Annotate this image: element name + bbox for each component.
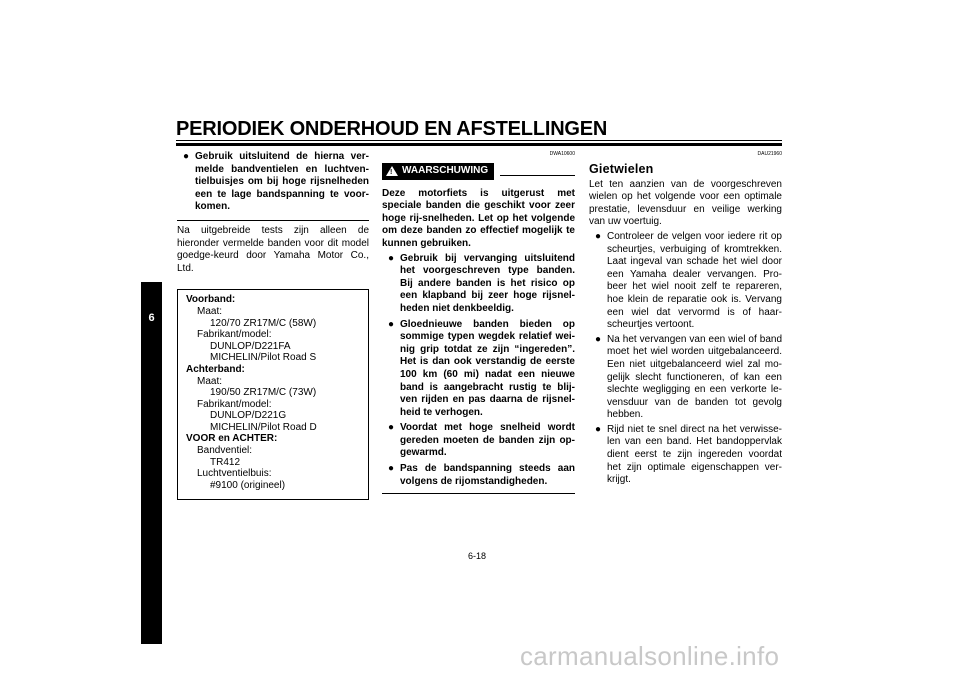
front-maker-value: DUNLOP/D221FA (210, 340, 291, 352)
warning-badge (382, 163, 494, 180)
warning-intro: Deze motorfiets is uitgerust met speciale banden die geschikt voor zeer hoge rij-snelheden. Let op het volgende om deze banden zo effectief mogelijk te kunnen gebruiken. (382, 187, 575, 249)
bullet-text: Gebruik uitsluitend de hierna ver-melde bandventielen en luchtven-tielbuisjes om bij hoge rijsnelheden een te lage bandspanning te voor-komen. (195, 151, 369, 213)
list-item (382, 463, 575, 488)
column-right (589, 151, 782, 487)
tires-paragraph: Na uitgebreide tests zijn alleen de hieronder vermelde banden voor dit model goedge-keurd door Yamaha Motor Co., Ltd. (177, 224, 369, 274)
section-intro: Let ten aanzien van de voorgeschreven wielen op het volgende voor een optimale prestatie, levensduur en veilige werking van uw voertuig. (589, 178, 782, 228)
bullet-icon: ● (388, 422, 395, 434)
bullet-text: Pas de bandspanning steeds aan volgens de rijomstandigheden. (400, 463, 575, 487)
bullet-icon: ● (388, 252, 395, 264)
bullet-text: Na het vervangen van een wiel of band moet het wiel worden uitgebalanceerd. Een niet uitgebalanceerd wiel zal mo-gelijk slecht functioneren, of kan een slechte wegligging en een verkorte le-vensduur van de banden tot gevolg hebben. (607, 333, 782, 421)
rear-maker-value: DUNLOP/D221G (210, 410, 287, 422)
rear-maker-label: Fabrikant/model: (197, 398, 272, 410)
bullet-icon: ● (388, 463, 395, 475)
valve-value: TR412 (210, 456, 241, 468)
list-item (382, 319, 575, 420)
divider (177, 220, 369, 221)
list-item (177, 151, 369, 214)
header-rule (176, 140, 782, 141)
front-tire-label: Voorband: (186, 294, 236, 306)
page-number: 6-18 (468, 551, 487, 561)
bullet-text: Voordat met hoge snelheid wordt gereden moeten de banden zijn op-gewarmd. (400, 422, 575, 459)
rear-maker-value: MICHELIN/Pilot Road D (210, 421, 317, 433)
list-item (382, 422, 575, 460)
bullet-text: Gebruik bij vervanging uitsluitend het voorgeschreven type banden. Bij andere banden is het risico op een klapband bij zeer hoge rijsnel-heden niet denkbeeldig. (400, 252, 575, 314)
bullet-icon: ● (183, 151, 190, 162)
rear-tire-label: Achterband: (186, 363, 245, 375)
warning-end-rule (382, 493, 575, 494)
warning-rule (500, 175, 575, 176)
bullet-icon: ● (388, 318, 395, 330)
warning-label: WAARSCHUWING (402, 165, 489, 176)
front-size-label: Maat: (197, 305, 223, 317)
front-maker-label: Fabrikant/model: (197, 329, 272, 341)
bullet-icon: ● (595, 423, 602, 435)
rear-size-value: 190/50 ZR17M/C (73W) (210, 387, 317, 399)
list-item (589, 424, 782, 487)
warning-triangle-icon: ! (386, 166, 398, 176)
valve-label: Bandventiel: (197, 445, 253, 457)
valve-core-value: #9100 (origineel) (210, 479, 286, 491)
front-maker-value: MICHELIN/Pilot Road S (210, 352, 317, 364)
bullet-icon: ● (595, 230, 602, 242)
bullet-icon: ● (595, 333, 602, 345)
list-item (382, 253, 575, 316)
list-item (589, 231, 782, 332)
wheel-list (589, 231, 782, 487)
chapter-tab: 6 (141, 282, 162, 644)
page-title: PERIODIEK ONDERHOUD EN AFSTELLINGEN (176, 118, 608, 140)
warning-header (382, 163, 575, 180)
both-label: VOOR en ACHTER: (186, 433, 278, 445)
list-item (589, 334, 782, 422)
valve-core-label: Luchtventielbuis: (197, 468, 272, 480)
bullet-text: Controleer de velgen voor iedere rit op scheurtjes, verbuiging of kromtrekken. Laat ingeval van schade het wiel door een Yamaha dealer vervangen. Pro-beer het wiel nooit zelf te repareren, hoe klein de reparatie ook is. Vervang een wiel dat vervormd is of haar-scheurtjes vertoont. (607, 230, 782, 331)
bullet-text: Gloednieuwe banden bieden op sommige typen wegdek relatief wei-nig grip totdat ze zijn “ingereden”. Het is dan ook verstandig de eerste 100 km (60 mi) nadat een nieuwe band is aangebracht rustig te blij-ven rijden en pas daarna de rijsnel-heid te verhogen. (400, 318, 575, 418)
column-middle (382, 151, 575, 500)
tire-spec-box (177, 289, 369, 500)
header-rule-thick (176, 143, 782, 146)
column-left (177, 151, 369, 500)
section-code: DAU21960 (757, 151, 782, 157)
rear-size-label: Maat: (197, 375, 223, 387)
watermark: carmanualsonline.info (520, 641, 780, 671)
warning-list (382, 253, 575, 489)
warning-code: DWA10600 (549, 151, 575, 157)
bullet-text: Rijd niet te snel direct na het verwisse-len van een band. Het bandoppervlak dient eerst te zijn ingereden voordat het zijn optimale eigenschappen ver-krijgt. (607, 423, 782, 486)
section-title: Gietwielen (589, 162, 654, 176)
front-size-value: 120/70 ZR17M/C (58W) (210, 317, 317, 329)
